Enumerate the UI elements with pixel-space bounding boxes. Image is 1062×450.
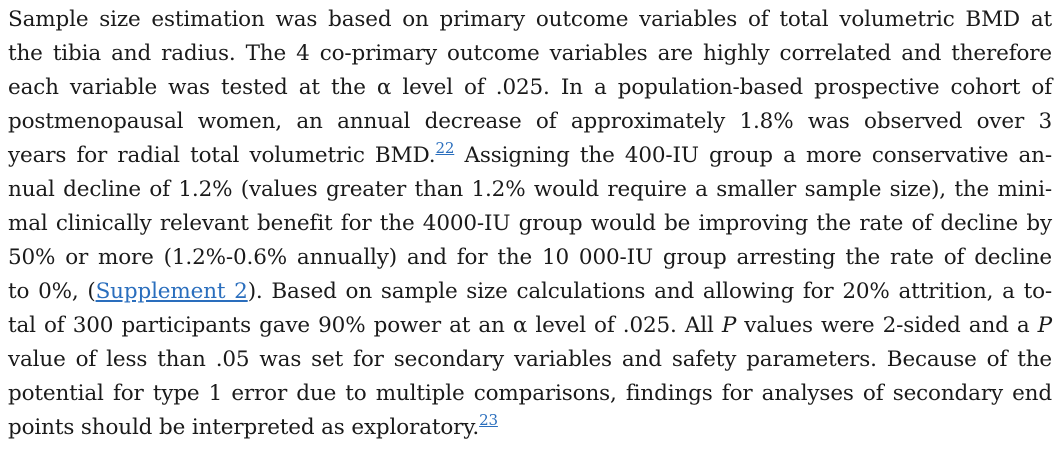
- reference-23-link[interactable]: 23: [479, 411, 498, 429]
- paragraph-line-11: value of less than .05 was set for secondary variables and safety parameters. Because of the: [8, 347, 1052, 372]
- paragraph-line-6: nual decline of 1.2% (values greater than 1.2% would require a smaller sample size), the mini-: [8, 177, 1052, 202]
- reference-22-link[interactable]: 22: [435, 139, 455, 157]
- paragraph-line-10: [8, 309, 1052, 343]
- paragraph-text: ). Based on sample size calculations and allowing for 20% attrition, a to-: [247, 279, 1052, 304]
- paragraph-line-1: Sample size estimation was based on primary outcome variables of total volumetric BMD at: [8, 7, 1052, 32]
- p-italic: P: [721, 313, 737, 338]
- paragraph-text: Assigning the 400-IU group a more conservative an-: [454, 143, 1052, 168]
- paragraph-line-13: [8, 411, 1052, 445]
- paragraph-line-9: [8, 275, 1052, 309]
- paragraph-line-7: mal clinically relevant benefit for the 4000-IU group would be improving the rate of decline by: [8, 211, 1052, 236]
- paragraph-line-8: 50% or more (1.2%-0.6% annually) and for the 10 000-IU group arresting the rate of decline: [8, 245, 1052, 270]
- paragraph-text: to 0%, (: [8, 279, 96, 304]
- paragraph-line-5: [8, 139, 1052, 173]
- paragraph-text: values were 2-sided and a: [736, 313, 1038, 338]
- p-italic: P: [1037, 313, 1052, 338]
- paragraph-line-12: potential for type 1 error due to multiple comparisons, findings for analyses of secondary end: [8, 381, 1052, 406]
- paragraph-line-3: each variable was tested at the α level of .025. In a population-based prospective cohort of: [8, 75, 1052, 100]
- paragraph-text: tal of 300 participants gave 90% power at an α level of .025. All: [8, 313, 722, 338]
- paragraph-text: years for radial total volumetric BMD.: [8, 143, 436, 168]
- supplement-2-link[interactable]: Supplement 2: [95, 279, 248, 304]
- paragraph-line-2: the tibia and radius. The 4 co-primary outcome variables are highly correlated and therefore: [8, 41, 1052, 66]
- paragraph-text: points should be interpreted as exploratory.: [8, 415, 480, 440]
- paragraph-line-4: postmenopausal women, an annual decrease of approximately 1.8% was observed over 3: [8, 109, 1052, 134]
